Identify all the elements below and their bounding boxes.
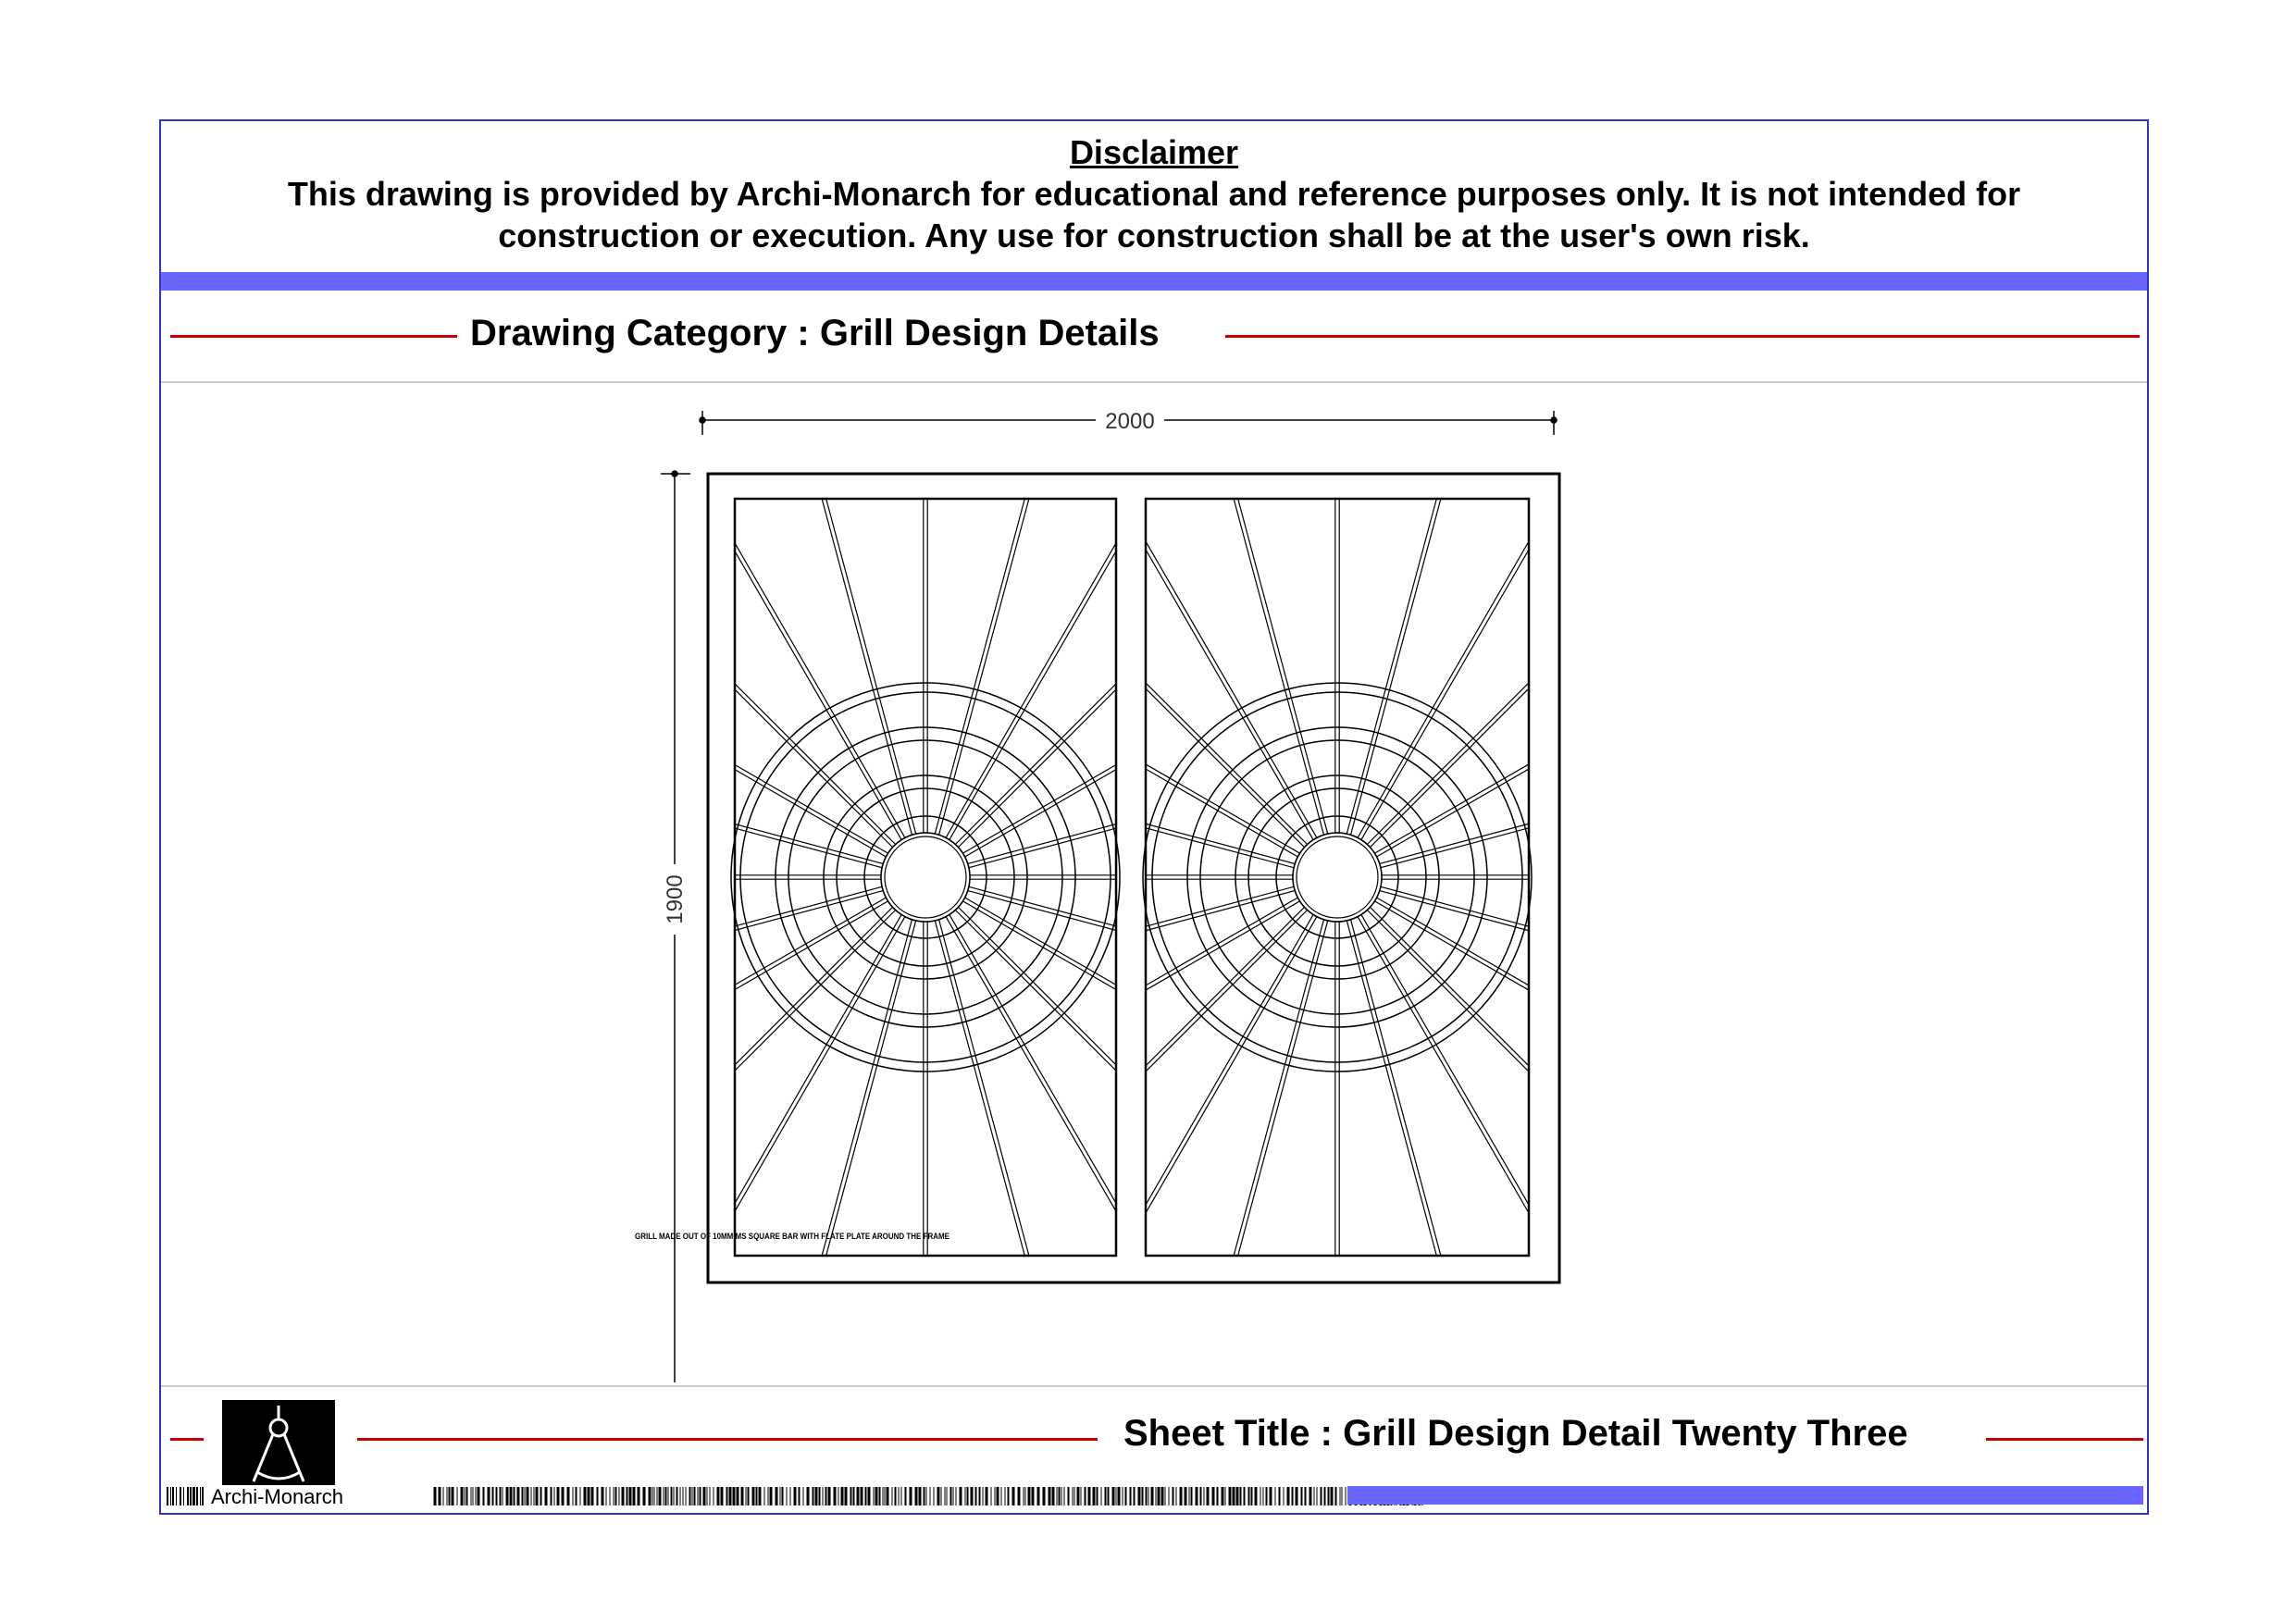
category-rule-right — [1225, 335, 2140, 338]
barcode-decoration-left — [167, 1487, 204, 1505]
width-dimension-label: 2000 — [1105, 409, 1155, 434]
footer-rule-left — [170, 1438, 204, 1441]
footer-accent-bar — [1347, 1486, 2143, 1505]
archi-monarch-logo — [222, 1400, 335, 1488]
construction-note: GRILL MADE OUT OF 10MM MS SQUARE BAR WITH FLATE PLATE AROUND THE FRAME — [635, 1232, 949, 1241]
drawing-area — [161, 383, 2147, 1382]
disclaimer-block — [161, 121, 2147, 272]
title-block — [161, 1385, 2147, 1517]
footer-rule-right — [1986, 1438, 2143, 1441]
grill-drawing — [161, 383, 2147, 1382]
height-dimension-label: 1900 — [663, 874, 688, 924]
sheet-title: Sheet Title : Grill Design Detail Twenty Three — [1123, 1413, 1908, 1454]
drawing-sheet — [159, 119, 2149, 1515]
drawing-category-label: Drawing Category : Grill Design Details — [470, 313, 1160, 353]
compass-icon — [222, 1400, 335, 1488]
footer-rule-middle — [357, 1438, 1098, 1441]
disclaimer-text: This drawing is provided by Archi-Monarch for educational and reference purposes only. It is not intended for construction or execution. Any use for construction shall be at the user's own risk. — [287, 175, 2021, 254]
category-rule-left — [170, 335, 457, 338]
grill-panel-left — [731, 499, 1120, 1256]
header-band — [161, 272, 2147, 291]
barcode-decoration-right — [357, 1487, 1500, 1505]
category-row — [161, 292, 2147, 383]
grill-panel-right — [1143, 499, 1532, 1256]
brand-name: Archi-Monarch — [211, 1485, 344, 1508]
disclaimer-title: Disclaimer — [1069, 133, 1239, 171]
